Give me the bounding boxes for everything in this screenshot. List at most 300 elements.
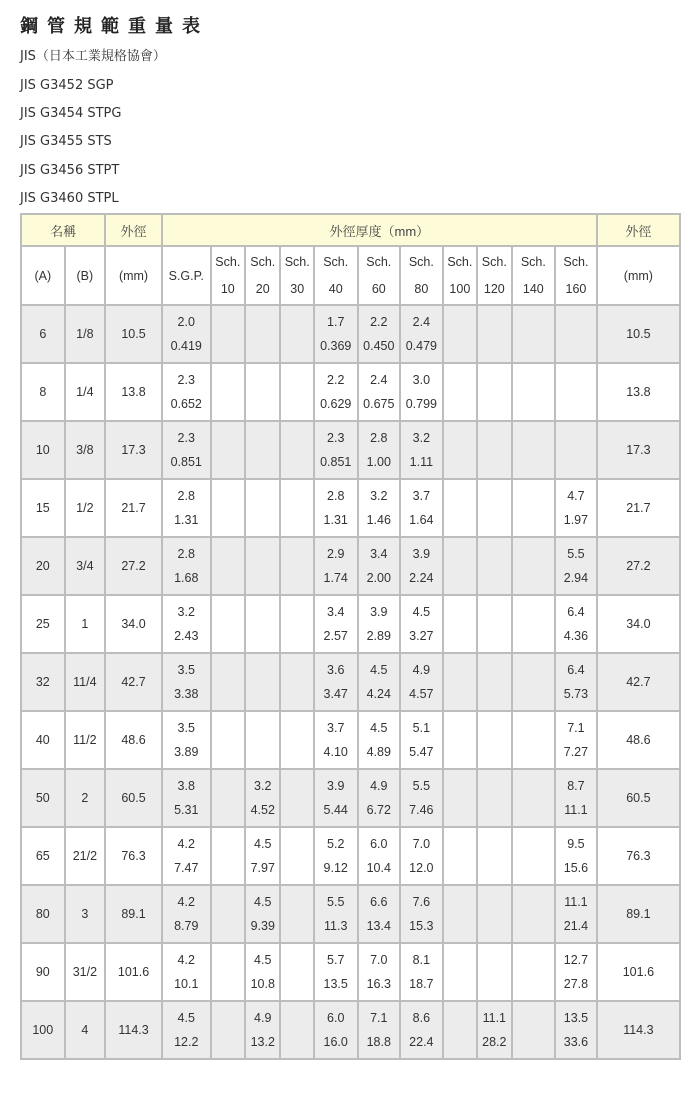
cell-thickness-weight: [512, 479, 556, 537]
cell-thickness: 13.5: [563, 1011, 589, 1025]
cell-outer-diameter-right: 34.0: [597, 595, 680, 653]
cell-thickness-weight: [443, 421, 477, 479]
cell-thickness-weight: [512, 595, 556, 653]
cell-thickness: 5.5: [567, 547, 585, 561]
cell-thickness-weight: [314, 653, 358, 711]
cell-thickness-weight: [280, 595, 313, 653]
cell-outer-diameter: 42.7: [105, 653, 162, 711]
cell-thickness-weight: [477, 943, 511, 1001]
cell-thickness-weight: [162, 943, 211, 1001]
cell-thickness-weight: [211, 943, 245, 1001]
cell-outer-diameter: 60.5: [105, 769, 162, 827]
cell-weight: 1.31: [174, 513, 199, 527]
cell-thickness: 2.8: [177, 547, 195, 561]
cell-outer-diameter-right: 42.7: [597, 653, 680, 711]
cell-outer-diameter: 13.8: [105, 363, 162, 421]
table-row: [21, 479, 680, 537]
cell-weight: 3.27: [409, 629, 434, 643]
cell-thickness: 2.8: [327, 489, 345, 503]
spec-line: JIS G3460 STPL: [20, 191, 119, 206]
cell-weight: 0.851: [320, 455, 352, 469]
cell-size-a: 65: [21, 827, 65, 885]
cell-weight: 5.47: [409, 745, 434, 759]
cell-thickness-weight: [512, 827, 556, 885]
table-row: [21, 711, 680, 769]
subheader-sch: Sch. 60: [358, 246, 401, 305]
cell-thickness-weight: [443, 827, 477, 885]
cell-size-a: 50: [21, 769, 65, 827]
cell-thickness-weight: [555, 537, 597, 595]
cell-thickness-weight: [245, 1001, 280, 1059]
cell-thickness-weight: [400, 595, 443, 653]
table-row: [21, 537, 680, 595]
cell-thickness: 3.8: [177, 779, 195, 793]
cell-size-a: 90: [21, 943, 65, 1001]
cell-thickness-weight: [162, 479, 211, 537]
cell-weight: 2.89: [366, 629, 391, 643]
cell-thickness-weight: [314, 943, 358, 1001]
cell-thickness: 4.5: [254, 953, 272, 967]
cell-weight: 5.44: [323, 803, 348, 817]
cell-weight: 1.31: [323, 513, 348, 527]
cell-thickness-weight: [245, 885, 280, 943]
cell-thickness-weight: [162, 305, 211, 363]
cell-thickness: 2.3: [177, 431, 195, 445]
cell-weight: 0.652: [170, 397, 202, 411]
cell-outer-diameter-right: 76.3: [597, 827, 680, 885]
cell-thickness-weight: [400, 827, 443, 885]
cell-size-b: 31/2: [65, 943, 106, 1001]
cell-thickness-weight: [358, 479, 401, 537]
cell-weight: 2.57: [323, 629, 348, 643]
cell-thickness-weight: [314, 769, 358, 827]
cell-thickness: 2.2: [327, 373, 345, 387]
subheader-sgp: S.G.P.: [162, 246, 211, 305]
cell-thickness-weight: [555, 943, 597, 1001]
cell-thickness-weight: [358, 769, 401, 827]
cell-thickness-weight: [211, 653, 245, 711]
cell-thickness: 6.4: [567, 663, 585, 677]
cell-thickness: 3.2: [370, 489, 388, 503]
cell-thickness-weight: [555, 305, 597, 363]
cell-thickness: 9.5: [567, 837, 585, 851]
cell-weight: 1.46: [366, 513, 391, 527]
cell-weight: 12.0: [409, 861, 434, 875]
table-row: [21, 769, 680, 827]
header-thickness: 外徑厚度（mm）: [162, 214, 597, 246]
cell-weight: 0.479: [405, 339, 437, 353]
cell-thickness: 6.4: [567, 605, 585, 619]
cell-outer-diameter-right: 48.6: [597, 711, 680, 769]
subheader-sch: Sch. 40: [314, 246, 358, 305]
cell-thickness-weight: [314, 537, 358, 595]
cell-thickness: 11.1: [564, 895, 588, 909]
cell-thickness-weight: [245, 479, 280, 537]
cell-thickness-weight: [280, 943, 313, 1001]
cell-thickness: 3.6: [327, 663, 345, 677]
cell-thickness-weight: [358, 363, 401, 421]
cell-thickness-weight: [477, 827, 511, 885]
cell-thickness: 8.1: [412, 953, 431, 967]
subheader-mm: (mm): [105, 246, 162, 305]
cell-weight: 22.4: [409, 1035, 434, 1049]
cell-weight: 10.1: [174, 977, 199, 991]
cell-weight: 13.5: [323, 977, 348, 991]
cell-thickness-weight: [477, 653, 511, 711]
cell-thickness-weight: [280, 363, 313, 421]
cell-size-a: 8: [21, 363, 65, 421]
cell-outer-diameter-right: 10.5: [597, 305, 680, 363]
cell-thickness: 7.1: [567, 721, 585, 735]
cell-thickness-weight: [400, 943, 443, 1001]
cell-thickness-weight: [443, 943, 477, 1001]
header-name: 名稱: [21, 214, 105, 246]
cell-thickness-weight: [314, 479, 358, 537]
cell-thickness-weight: [477, 305, 511, 363]
cell-weight: 2.00: [366, 571, 391, 585]
cell-thickness-weight: [211, 769, 245, 827]
cell-thickness: 4.2: [177, 953, 195, 967]
cell-weight: 0.851: [170, 455, 202, 469]
cell-size-a: 100: [21, 1001, 65, 1059]
subheader-mm-right: (mm): [597, 246, 680, 305]
cell-weight: 3.89: [174, 745, 199, 759]
cell-thickness: 8.7: [567, 779, 585, 793]
cell-weight: 12.2: [174, 1035, 199, 1049]
cell-weight: 11.3: [324, 919, 348, 933]
header-od: 外徑: [105, 214, 162, 246]
subheader-sch: Sch. 160: [555, 246, 597, 305]
cell-weight: 0.369: [320, 339, 352, 353]
cell-thickness-weight: [555, 827, 597, 885]
cell-thickness: 3.0: [412, 373, 431, 387]
cell-thickness: 4.5: [254, 895, 272, 909]
cell-thickness: 1.7: [327, 315, 345, 329]
cell-thickness-weight: [400, 885, 443, 943]
cell-thickness-weight: [245, 653, 280, 711]
cell-weight: 15.3: [409, 919, 434, 933]
cell-weight: 2.94: [563, 571, 589, 585]
cell-thickness-weight: [314, 711, 358, 769]
cell-thickness-weight: [400, 537, 443, 595]
cell-weight: 7.46: [409, 803, 434, 817]
cell-thickness-weight: [314, 363, 358, 421]
cell-thickness-weight: [358, 1001, 401, 1059]
cell-thickness-weight: [512, 537, 556, 595]
cell-thickness: 4.9: [370, 779, 388, 793]
cell-thickness: 5.2: [327, 837, 345, 851]
cell-weight: 2.43: [174, 629, 199, 643]
cell-thickness: 7.1: [370, 1011, 388, 1025]
cell-thickness: 3.4: [370, 547, 388, 561]
cell-thickness-weight: [400, 653, 443, 711]
cell-thickness: 4.2: [177, 837, 195, 851]
cell-thickness-weight: [358, 305, 401, 363]
cell-weight: 16.0: [323, 1035, 348, 1049]
cell-thickness-weight: [443, 479, 477, 537]
cell-thickness-weight: [512, 943, 556, 1001]
cell-weight: 9.12: [323, 861, 348, 875]
subheader-a: (A): [21, 246, 65, 305]
cell-thickness: 4.5: [370, 663, 388, 677]
subheader-sch: Sch. 20: [245, 246, 280, 305]
cell-thickness: 4.9: [412, 663, 431, 677]
cell-size-b: 3/8: [65, 421, 106, 479]
cell-thickness-weight: [162, 711, 211, 769]
cell-thickness-weight: [162, 421, 211, 479]
cell-thickness-weight: [314, 305, 358, 363]
cell-thickness: 3.4: [327, 605, 345, 619]
cell-thickness: 3.9: [370, 605, 388, 619]
cell-thickness-weight: [477, 1001, 511, 1059]
cell-weight: 3.38: [174, 687, 199, 701]
cell-thickness-weight: [280, 305, 313, 363]
cell-thickness: 6.6: [370, 895, 388, 909]
cell-weight: 10.8: [250, 977, 275, 991]
cell-thickness-weight: [512, 885, 556, 943]
cell-thickness-weight: [358, 595, 401, 653]
cell-thickness-weight: [555, 1001, 597, 1059]
cell-thickness-weight: [358, 653, 401, 711]
cell-thickness: 6.0: [370, 837, 388, 851]
cell-weight: 4.57: [409, 687, 434, 701]
cell-thickness: 5.7: [327, 953, 345, 967]
cell-thickness-weight: [400, 1001, 443, 1059]
subheader-sch: Sch. 30: [280, 246, 313, 305]
cell-thickness-weight: [280, 885, 313, 943]
cell-thickness-weight: [443, 537, 477, 595]
cell-thickness: 4.5: [412, 605, 431, 619]
cell-thickness-weight: [211, 711, 245, 769]
cell-weight: 4.10: [323, 745, 348, 759]
cell-thickness-weight: [245, 769, 280, 827]
cell-thickness: 5.5: [327, 895, 345, 909]
cell-size-a: 40: [21, 711, 65, 769]
cell-thickness: 4.5: [177, 1011, 195, 1025]
cell-thickness-weight: [211, 827, 245, 885]
cell-thickness-weight: [358, 711, 401, 769]
cell-weight: 7.97: [250, 861, 275, 875]
cell-thickness-weight: [314, 421, 358, 479]
cell-thickness: 8.6: [412, 1011, 431, 1025]
cell-thickness-weight: [280, 769, 313, 827]
cell-outer-diameter-right: 60.5: [597, 769, 680, 827]
cell-thickness: 2.3: [327, 431, 345, 445]
cell-thickness-weight: [245, 943, 280, 1001]
cell-size-b: 11/2: [65, 711, 106, 769]
cell-weight: 4.24: [366, 687, 391, 701]
cell-size-b: 21/2: [65, 827, 106, 885]
cell-outer-diameter: 21.7: [105, 479, 162, 537]
cell-thickness-weight: [211, 1001, 245, 1059]
cell-thickness-weight: [162, 769, 211, 827]
cell-thickness-weight: [477, 885, 511, 943]
cell-size-a: 32: [21, 653, 65, 711]
cell-size-b: 1/2: [65, 479, 106, 537]
cell-thickness: 3.9: [412, 547, 431, 561]
cell-outer-diameter: 89.1: [105, 885, 162, 943]
cell-thickness-weight: [400, 305, 443, 363]
cell-thickness-weight: [245, 421, 280, 479]
cell-weight: 5.31: [174, 803, 199, 817]
cell-thickness-weight: [477, 537, 511, 595]
cell-weight: 1.64: [409, 513, 434, 527]
cell-size-a: 15: [21, 479, 65, 537]
cell-thickness: 4.9: [254, 1011, 272, 1025]
subheader-b: (B): [65, 246, 106, 305]
table-row: [21, 305, 680, 363]
cell-weight: 18.8: [366, 1035, 391, 1049]
cell-thickness-weight: [477, 479, 511, 537]
cell-outer-diameter-right: 27.2: [597, 537, 680, 595]
cell-thickness: 2.2: [370, 315, 388, 329]
cell-size-b: 4: [65, 1001, 106, 1059]
cell-size-a: 20: [21, 537, 65, 595]
cell-thickness: 4.2: [177, 895, 195, 909]
cell-thickness-weight: [477, 363, 511, 421]
cell-thickness-weight: [280, 711, 313, 769]
cell-outer-diameter: 17.3: [105, 421, 162, 479]
cell-thickness-weight: [400, 711, 443, 769]
cell-thickness-weight: [512, 711, 556, 769]
table-row: [21, 595, 680, 653]
table-row: [21, 885, 680, 943]
cell-thickness-weight: [443, 769, 477, 827]
cell-weight: 4.89: [366, 745, 391, 759]
cell-thickness-weight: [211, 421, 245, 479]
cell-thickness-weight: [245, 827, 280, 885]
cell-weight: 9.39: [250, 919, 275, 933]
subheader-sch: Sch. 10: [211, 246, 245, 305]
cell-weight: 21.4: [563, 919, 589, 933]
spec-line: JIS G3455 STS: [20, 134, 112, 149]
cell-thickness: 5.5: [412, 779, 431, 793]
cell-weight: 7.47: [174, 861, 199, 875]
cell-thickness-weight: [555, 653, 597, 711]
table-row: [21, 943, 680, 1001]
cell-thickness-weight: [280, 537, 313, 595]
cell-thickness-weight: [358, 421, 401, 479]
cell-thickness: 4.5: [370, 721, 388, 735]
cell-size-b: 1/4: [65, 363, 106, 421]
cell-thickness-weight: [211, 595, 245, 653]
cell-thickness-weight: [400, 421, 443, 479]
cell-thickness: 2.8: [177, 489, 195, 503]
cell-thickness-weight: [162, 363, 211, 421]
cell-weight: 0.419: [170, 339, 202, 353]
cell-thickness-weight: [443, 305, 477, 363]
cell-thickness-weight: [280, 479, 313, 537]
cell-size-b: 3: [65, 885, 106, 943]
cell-size-b: 1/8: [65, 305, 106, 363]
cell-thickness-weight: [555, 711, 597, 769]
cell-thickness-weight: [245, 305, 280, 363]
cell-thickness-weight: [245, 363, 280, 421]
cell-thickness: 5.1: [412, 721, 431, 735]
cell-thickness-weight: [162, 885, 211, 943]
cell-outer-diameter-right: 89.1: [597, 885, 680, 943]
cell-thickness-weight: [400, 363, 443, 421]
steel-pipe-table: [20, 213, 681, 1060]
cell-thickness: 12.7: [563, 953, 589, 967]
cell-outer-diameter: 27.2: [105, 537, 162, 595]
cell-thickness-weight: [280, 827, 313, 885]
cell-outer-diameter-right: 13.8: [597, 363, 680, 421]
cell-weight: 0.629: [320, 397, 352, 411]
cell-thickness: 4.5: [254, 837, 272, 851]
cell-thickness-weight: [245, 537, 280, 595]
cell-weight: 18.7: [409, 977, 434, 991]
cell-thickness-weight: [314, 827, 358, 885]
table-row: [21, 1001, 680, 1059]
cell-size-b: 1: [65, 595, 106, 653]
cell-weight: 11.1: [564, 803, 588, 817]
cell-outer-diameter-right: 17.3: [597, 421, 680, 479]
header-row: [21, 214, 680, 246]
cell-thickness-weight: [477, 421, 511, 479]
cell-weight: 1.11: [409, 455, 434, 469]
cell-thickness-weight: [443, 711, 477, 769]
cell-weight: 28.2: [482, 1035, 507, 1049]
spec-line: JIS（日本工業規格協會）: [20, 49, 166, 64]
cell-thickness: 2.9: [327, 547, 345, 561]
cell-thickness-weight: [512, 653, 556, 711]
cell-thickness: 7.6: [412, 895, 431, 909]
cell-weight: 4.36: [563, 629, 589, 643]
cell-outer-diameter: 76.3: [105, 827, 162, 885]
cell-thickness: 2.3: [177, 373, 195, 387]
cell-thickness-weight: [162, 653, 211, 711]
cell-outer-diameter: 10.5: [105, 305, 162, 363]
cell-thickness-weight: [211, 885, 245, 943]
cell-thickness-weight: [443, 885, 477, 943]
cell-thickness-weight: [162, 827, 211, 885]
subheader-row: [21, 246, 680, 305]
cell-thickness-weight: [477, 769, 511, 827]
cell-thickness-weight: [512, 1001, 556, 1059]
cell-thickness-weight: [162, 1001, 211, 1059]
cell-weight: 0.675: [363, 397, 395, 411]
cell-thickness-weight: [443, 653, 477, 711]
cell-thickness: 2.8: [370, 431, 388, 445]
cell-outer-diameter-right: 101.6: [597, 943, 680, 1001]
cell-thickness: 3.2: [177, 605, 195, 619]
cell-thickness: 7.0: [370, 953, 388, 967]
cell-thickness-weight: [314, 1001, 358, 1059]
cell-thickness-weight: [162, 595, 211, 653]
cell-weight: 13.2: [250, 1035, 275, 1049]
subheader-sch: Sch. 100: [443, 246, 477, 305]
cell-weight: 1.68: [174, 571, 199, 585]
table-row: [21, 363, 680, 421]
cell-thickness-weight: [245, 711, 280, 769]
cell-weight: 3.47: [323, 687, 348, 701]
cell-weight: 1.97: [563, 513, 589, 527]
cell-outer-diameter: 114.3: [105, 1001, 162, 1059]
cell-outer-diameter-right: 114.3: [597, 1001, 680, 1059]
cell-size-a: 6: [21, 305, 65, 363]
cell-thickness-weight: [358, 885, 401, 943]
cell-thickness-weight: [162, 537, 211, 595]
cell-thickness: 3.2: [254, 779, 272, 793]
cell-thickness: 2.4: [412, 315, 431, 329]
cell-weight: 0.799: [405, 397, 437, 411]
cell-thickness: 3.9: [327, 779, 345, 793]
cell-thickness-weight: [512, 421, 556, 479]
cell-weight: 16.3: [366, 977, 391, 991]
cell-thickness-weight: [443, 363, 477, 421]
cell-thickness-weight: [358, 943, 401, 1001]
